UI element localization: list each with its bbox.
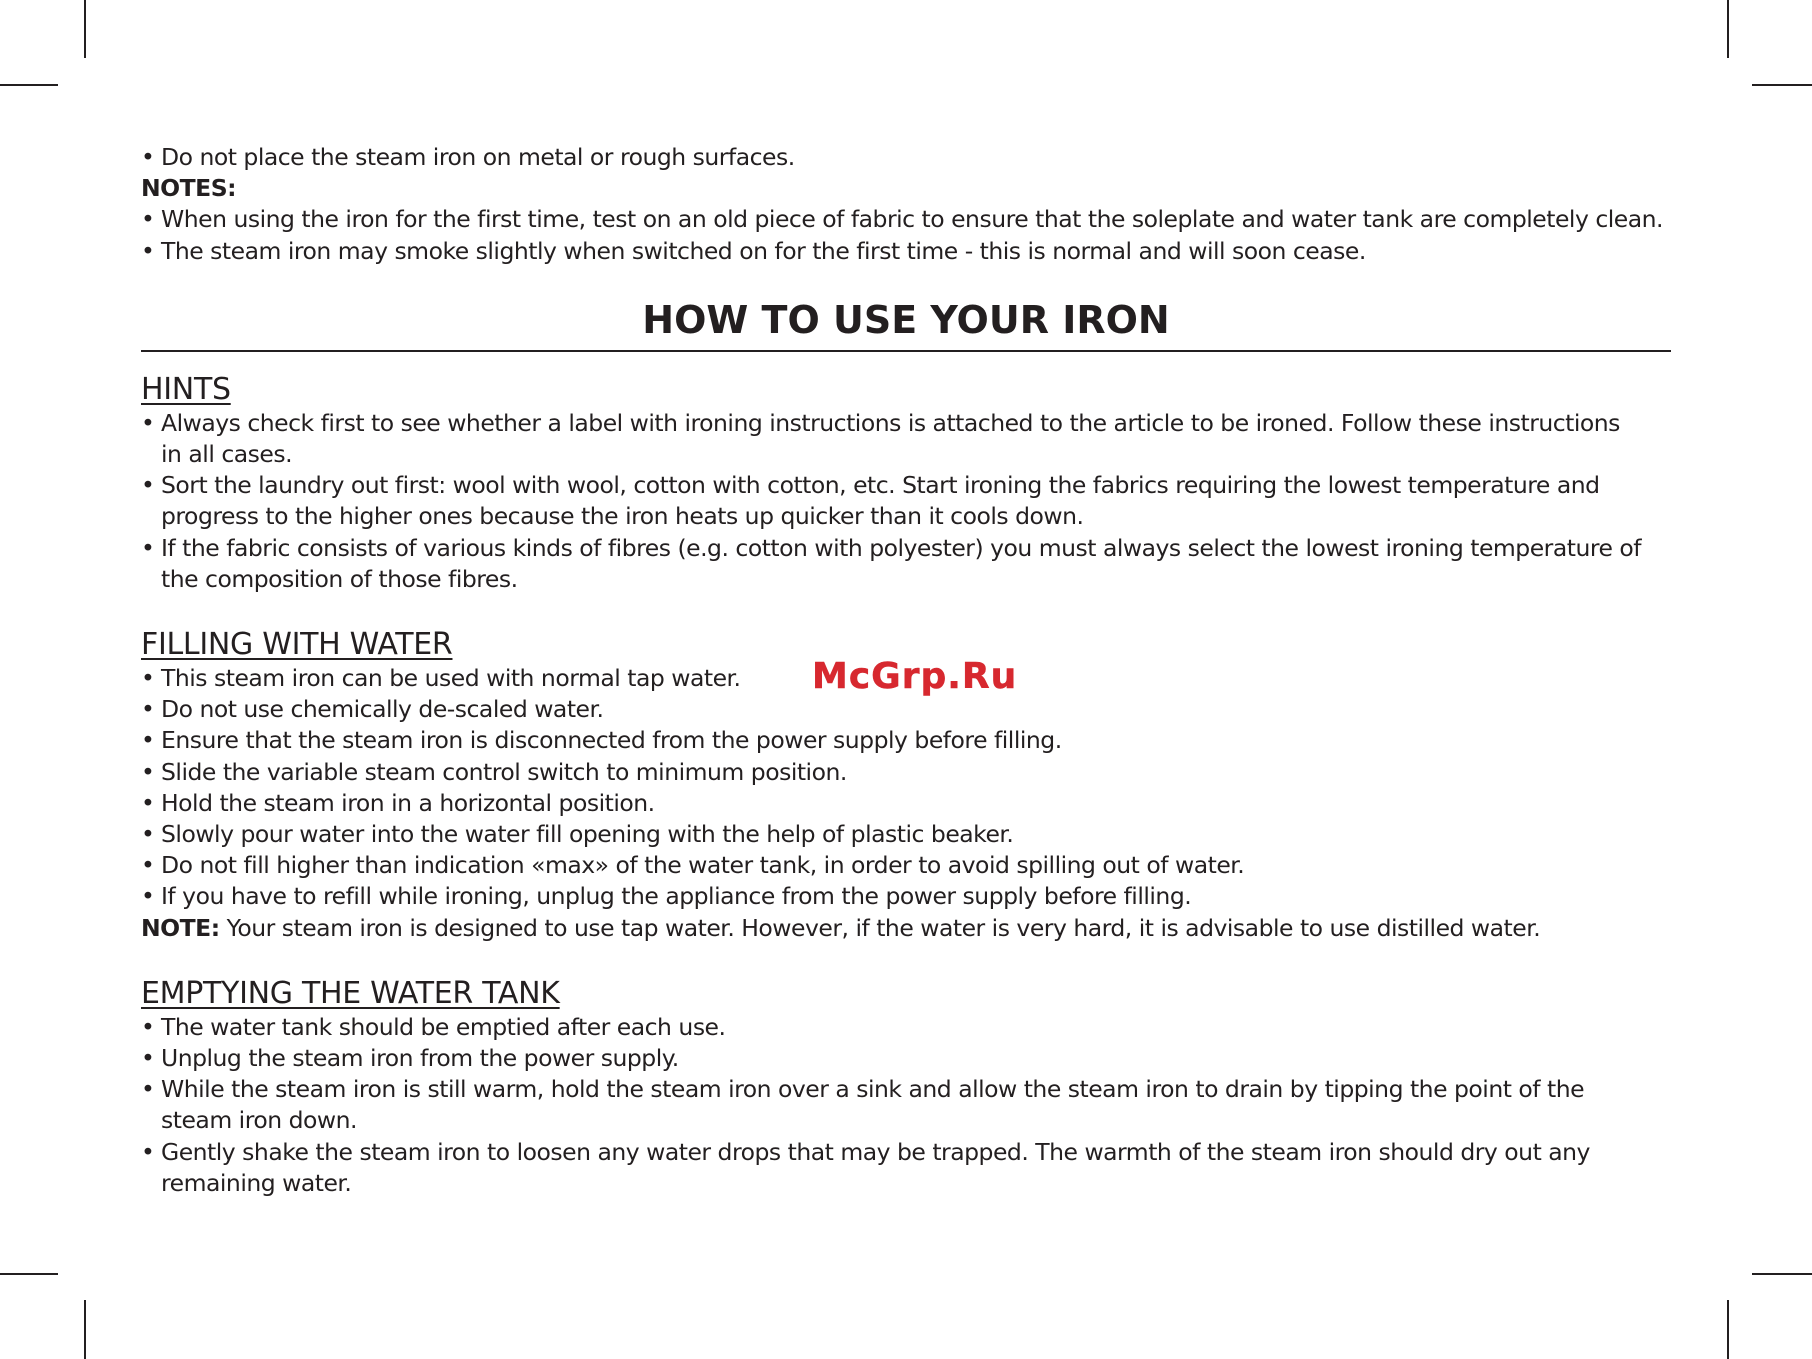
title-rule	[141, 297, 1671, 352]
emptying-heading: EMPTYING THE WATER TANK	[141, 975, 560, 1011]
filling-item	[141, 881, 1671, 912]
filling-item	[141, 694, 1671, 725]
hint-line: Always check first to see whether a label with ironing instructions is attached to the article to be ironed. Follow these instructions	[161, 408, 1620, 437]
emptying-item	[141, 1137, 1671, 1199]
bullet-glyph: •	[141, 205, 155, 234]
bullet-glyph: •	[141, 1012, 155, 1041]
bullet-glyph: •	[141, 236, 155, 265]
note-item	[141, 204, 1671, 235]
crop-mark-bottom-right-horizontal	[1752, 1273, 1812, 1275]
hint-line: in all cases.	[161, 440, 293, 469]
crop-mark-top-right-horizontal	[1752, 84, 1812, 86]
hint-line: the composition of those fibres.	[161, 564, 518, 593]
hint-line: progress to the higher ones because the iron heats up quicker than it cools down.	[161, 502, 1084, 531]
bullet-glyph: •	[141, 664, 155, 693]
bullet-glyph: •	[141, 533, 155, 562]
emptying-item	[141, 1074, 1671, 1136]
filling-heading: FILLING WITH WATER	[141, 627, 453, 663]
bullet-glyph: •	[141, 757, 155, 786]
crop-mark-bottom-left-horizontal	[0, 1273, 58, 1275]
hint-item	[141, 470, 1671, 532]
bullet-glyph: •	[141, 408, 155, 437]
bullet-glyph: •	[141, 882, 155, 911]
hint-item	[141, 408, 1671, 470]
bullet-glyph: •	[141, 471, 155, 500]
filling-note-text: Your steam iron is designed to use tap water. However, if the water is very hard, it is advisable to use distilled water.	[219, 913, 1541, 942]
intro-line: Do not place the steam iron on metal or rough surfaces.	[161, 143, 795, 171]
bullet-glyph: •	[141, 820, 155, 849]
hint-line: If the fabric consists of various kinds of fibres (e.g. cotton with polyester) you must always select the lowest ironing temperature of	[161, 533, 1642, 562]
filling-text: Do not use chemically de-scaled water.	[161, 695, 604, 724]
filling-text: Ensure that the steam iron is disconnected from the power supply before filling.	[161, 726, 1062, 755]
crop-mark-top-right-vertical	[1727, 0, 1729, 58]
note-text: The steam iron may smoke slightly when switched on for the first time - this is normal and will soon cease.	[161, 236, 1366, 265]
page-title: HOW TO USE YOUR IRON	[642, 297, 1170, 342]
emptying-item	[141, 1012, 1671, 1043]
notes-label: NOTES:	[141, 174, 237, 203]
crop-mark-top-left-horizontal	[0, 84, 58, 86]
bullet-glyph: •	[141, 1044, 155, 1073]
hint-item	[141, 533, 1671, 595]
filling-text: Do not fill higher than indication «max» of the water tank, in order to avoid spilling out of water.	[161, 851, 1245, 880]
bullet-glyph: •	[141, 726, 155, 755]
note-item	[141, 236, 1671, 267]
bullet-glyph: •	[141, 1137, 155, 1166]
bullet-glyph: •	[141, 695, 155, 724]
filling-item	[141, 757, 1671, 788]
hints-heading: HINTS	[141, 371, 231, 407]
note-text: When using the iron for the first time, test on an old piece of fabric to ensure that the soleplate and water tank are completely clean.	[161, 205, 1664, 234]
filling-text: If you have to refill while ironing, unplug the appliance from the power supply before filling.	[161, 882, 1192, 911]
intro-bullet	[141, 142, 1671, 173]
hint-line: Sort the laundry out first: wool with wool, cotton with cotton, etc. Start ironing the fabrics requiring the lowest temperature and	[161, 471, 1600, 500]
bullet-glyph: •	[141, 788, 155, 817]
crop-mark-bottom-left-vertical	[84, 1300, 86, 1359]
bullet-glyph: •	[141, 851, 155, 880]
filling-text: Slide the variable steam control switch to minimum position.	[161, 757, 847, 786]
filling-note-label: NOTE:	[141, 913, 220, 942]
filling-item	[141, 819, 1671, 850]
emptying-line: While the steam iron is still warm, hold the steam iron over a sink and allow the steam iron to drain by tipping the point of the	[161, 1075, 1585, 1104]
filling-note	[141, 913, 1671, 944]
crop-mark-bottom-right-vertical	[1727, 1300, 1729, 1359]
crop-mark-top-left-vertical	[84, 0, 86, 58]
filling-item	[141, 725, 1671, 756]
emptying-item	[141, 1043, 1671, 1074]
emptying-line: Gently shake the steam iron to loosen any water drops that may be trapped. The warmth of the steam iron should dry out any	[161, 1137, 1590, 1166]
emptying-text: Unplug the steam iron from the power supply.	[161, 1044, 679, 1073]
filling-text: Slowly pour water into the water fill opening with the help of plastic beaker.	[161, 820, 1014, 849]
emptying-text: The water tank should be emptied after each use.	[161, 1012, 726, 1041]
emptying-line: remaining water.	[161, 1168, 352, 1197]
bullet-glyph: •	[141, 143, 155, 171]
filling-text: This steam iron can be used with normal tap water.	[161, 664, 741, 693]
filling-text: Hold the steam iron in a horizontal position.	[161, 788, 655, 817]
filling-item	[141, 788, 1671, 819]
bullet-glyph: •	[141, 1075, 155, 1104]
filling-item	[141, 850, 1671, 881]
emptying-line: steam iron down.	[161, 1106, 357, 1135]
watermark-text: McGrp.Ru	[812, 656, 1018, 697]
